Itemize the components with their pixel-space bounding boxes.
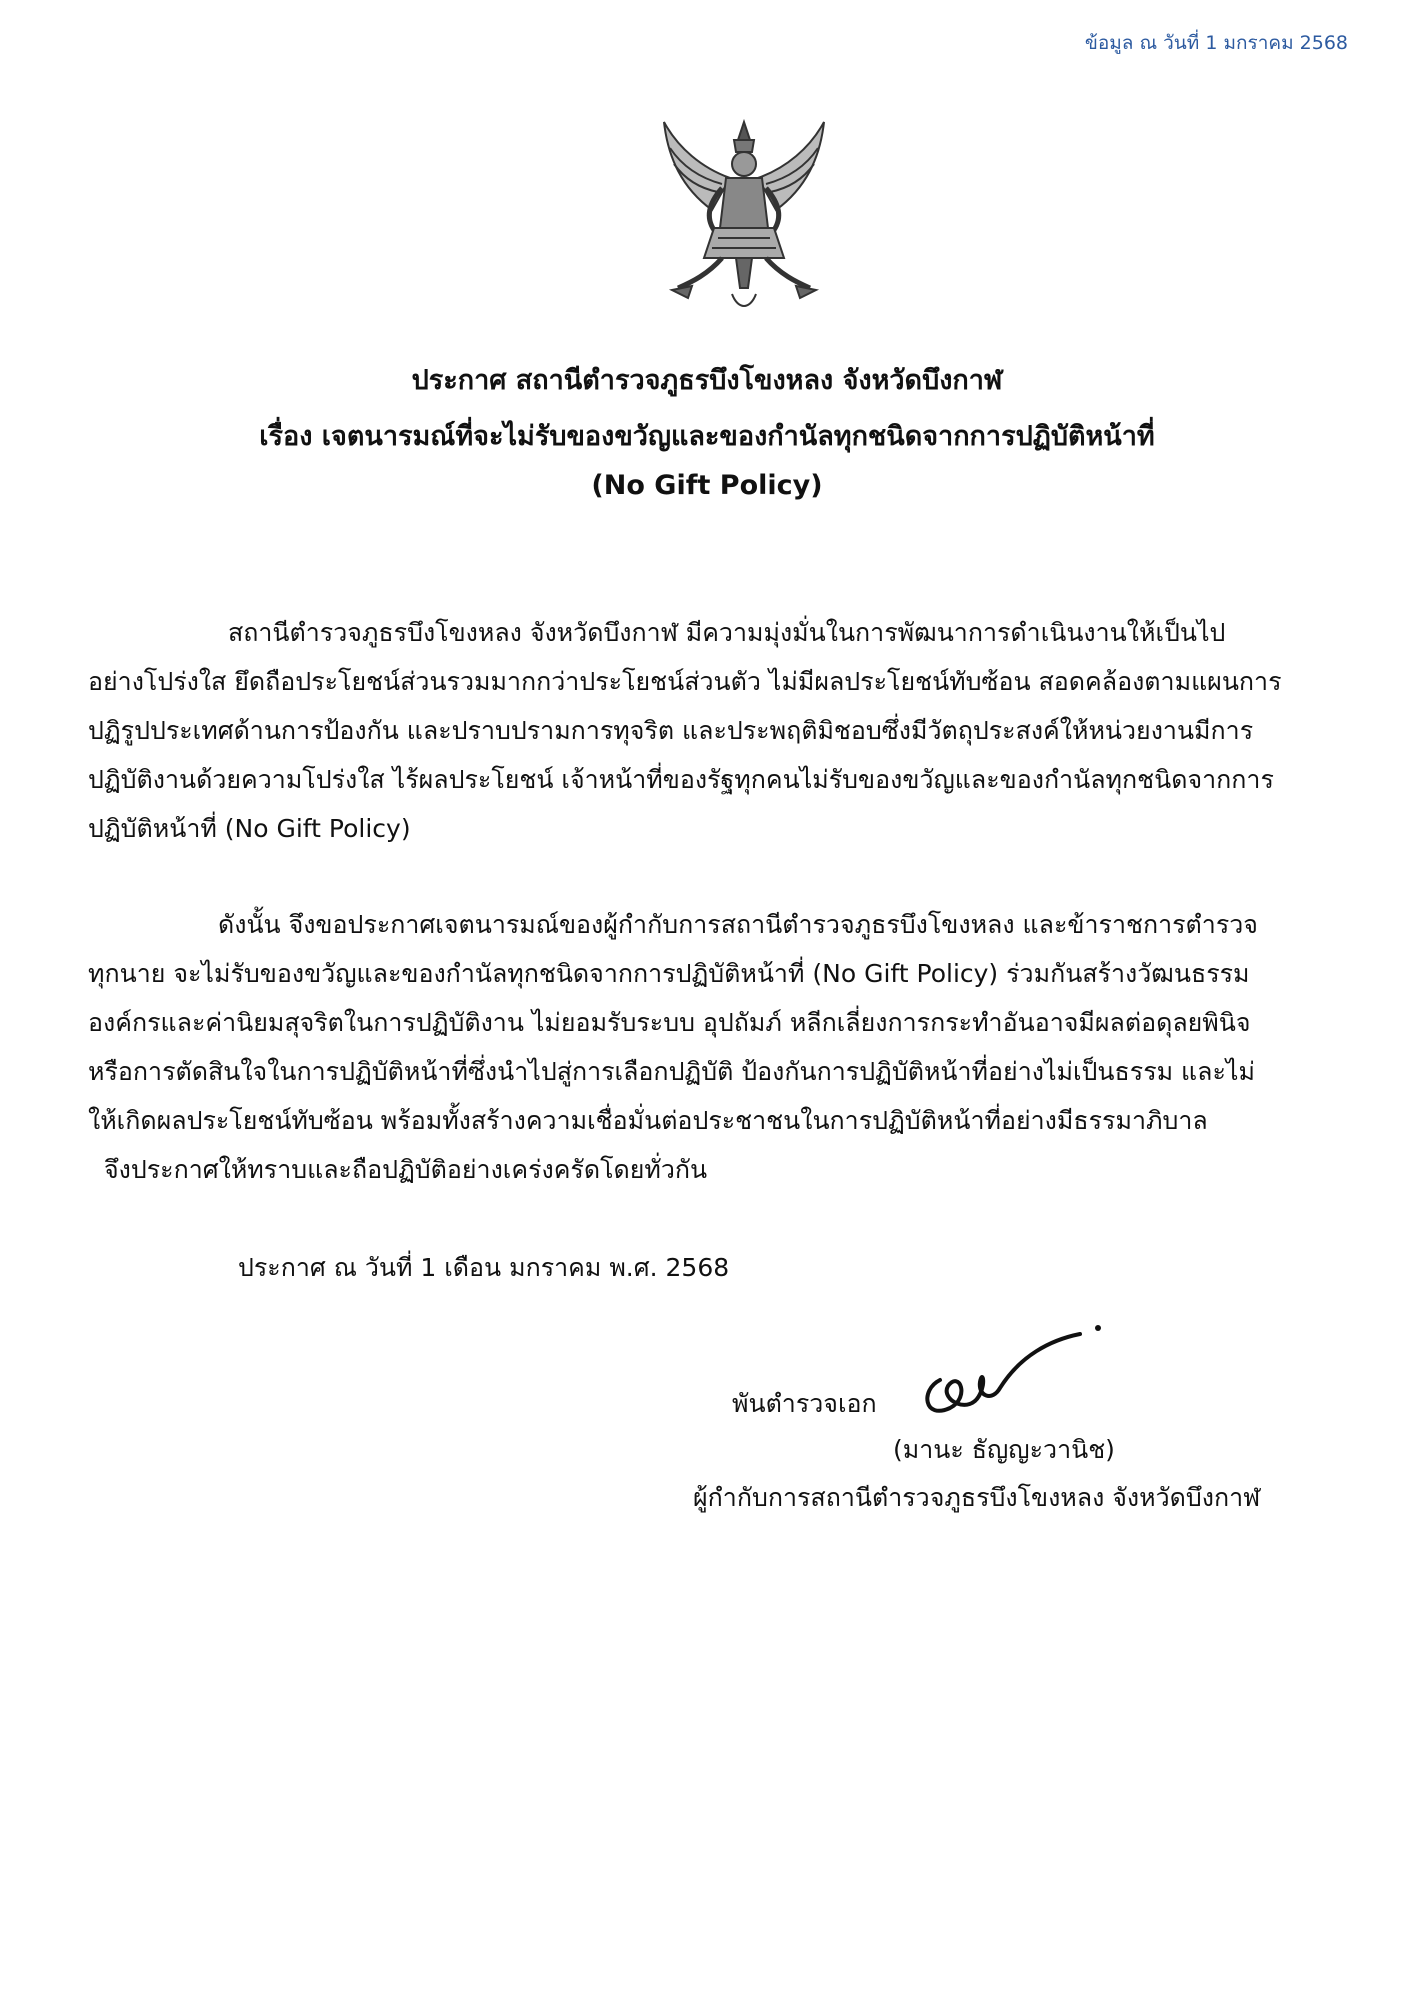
paragraph-line: ดังนั้น จึงขอประกาศเจตนารมณ์ของผู้กำกับการสถานีตำรวจภูธรบึงโขงหลง และข้าราชการตำรวจ xyxy=(218,910,1258,939)
date-note: ข้อมูล ณ วันที่ 1 มกราคม 2568 xyxy=(1084,32,1348,54)
paragraph-line: หรือการตัดสินใจในการปฏิบัติหน้าที่ซึ่งนำไปสู่การเลือกปฏิบัติ ป้องกันการปฏิบัติหน้าที่อย่างไม่เป็นธรรม และไม่ xyxy=(88,1057,1255,1086)
body-paragraph-1 xyxy=(88,608,1378,853)
paragraph-line: จึงประกาศให้ทราบและถือปฏิบัติอย่างเคร่งครัดโดยทั่วกัน xyxy=(104,1155,708,1184)
declaration-date: ประกาศ ณ วันที่ 1 เดือน มกราคม พ.ศ. 2568 xyxy=(238,1253,730,1282)
paragraph-line: องค์กรและค่านิยมสุจริตในการปฏิบัติงาน ไม่ยอมรับระบบ อุปถัมภ์ หลีกเลี่ยงการกระทำอันอาจมีผลต่อดุลยพินิจ xyxy=(88,1008,1251,1037)
signatory-rank: พันตำรวจเอก xyxy=(732,1389,877,1418)
garuda-emblem-icon xyxy=(652,118,836,318)
body-paragraph-2 xyxy=(88,900,1378,1194)
paragraph-line: ทุกนาย จะไม่รับของขวัญและของกำนัลทุกชนิดจากการปฏิบัติหน้าที่ (No Gift Policy) ร่วมกันสร้างวัฒนธรรม xyxy=(88,959,1250,988)
announcement-subject: เรื่อง เจตนารมณ์ที่จะไม่รับของขวัญและของกำนัลทุกชนิดจากการปฏิบัติหน้าที่ xyxy=(259,421,1155,452)
paragraph-line: ปฏิรูปประเทศด้านการป้องกัน และปราบปรามการทุจริต และประพฤติมิชอบซึ่งมีวัตถุประสงค์ให้หน่วยงานมีการ xyxy=(88,716,1254,745)
paragraph-line: สถานีตำรวจภูธรบึงโขงหลง จังหวัดบึงกาฬ มีความมุ่งมั่นในการพัฒนาการดำเนินงานให้เป็นไป xyxy=(228,618,1226,647)
signature-image xyxy=(910,1290,1110,1430)
paragraph-line: อย่างโปร่งใส ยึดถือประโยชน์ส่วนรวมมากกว่าประโยชน์ส่วนตัว ไม่มีผลประโยชน์ทับซ้อน สอดคล้องตามแผนการ xyxy=(88,667,1282,696)
paragraph-line: ปฏิบัติงานด้วยความโปร่งใส ไร้ผลประโยชน์ เจ้าหน้าที่ของรัฐทุกคนไม่รับของขวัญและของกำนัลทุกชนิดจากการ xyxy=(88,765,1274,794)
paragraph-line: ปฏิบัติหน้าที่ (No Gift Policy) xyxy=(88,814,411,843)
signatory-name: (มานะ ธัญญะวานิช) xyxy=(893,1435,1115,1464)
announcement-policy-name: (No Gift Policy) xyxy=(591,470,823,501)
signatory-position: ผู้กำกับการสถานีตำรวจภูธรบึงโขงหลง จังหวัดบึงกาฬ xyxy=(693,1483,1261,1512)
announcement-title: ประกาศ สถานีตำรวจภูธรบึงโขงหลง จังหวัดบึงกาฬ xyxy=(411,365,1003,396)
paragraph-line: ให้เกิดผลประโยชน์ทับซ้อน พร้อมทั้งสร้างความเชื่อมั่นต่อประชาชนในการปฏิบัติหน้าที่อย่างมีธรรมาภิบาล xyxy=(88,1106,1208,1135)
